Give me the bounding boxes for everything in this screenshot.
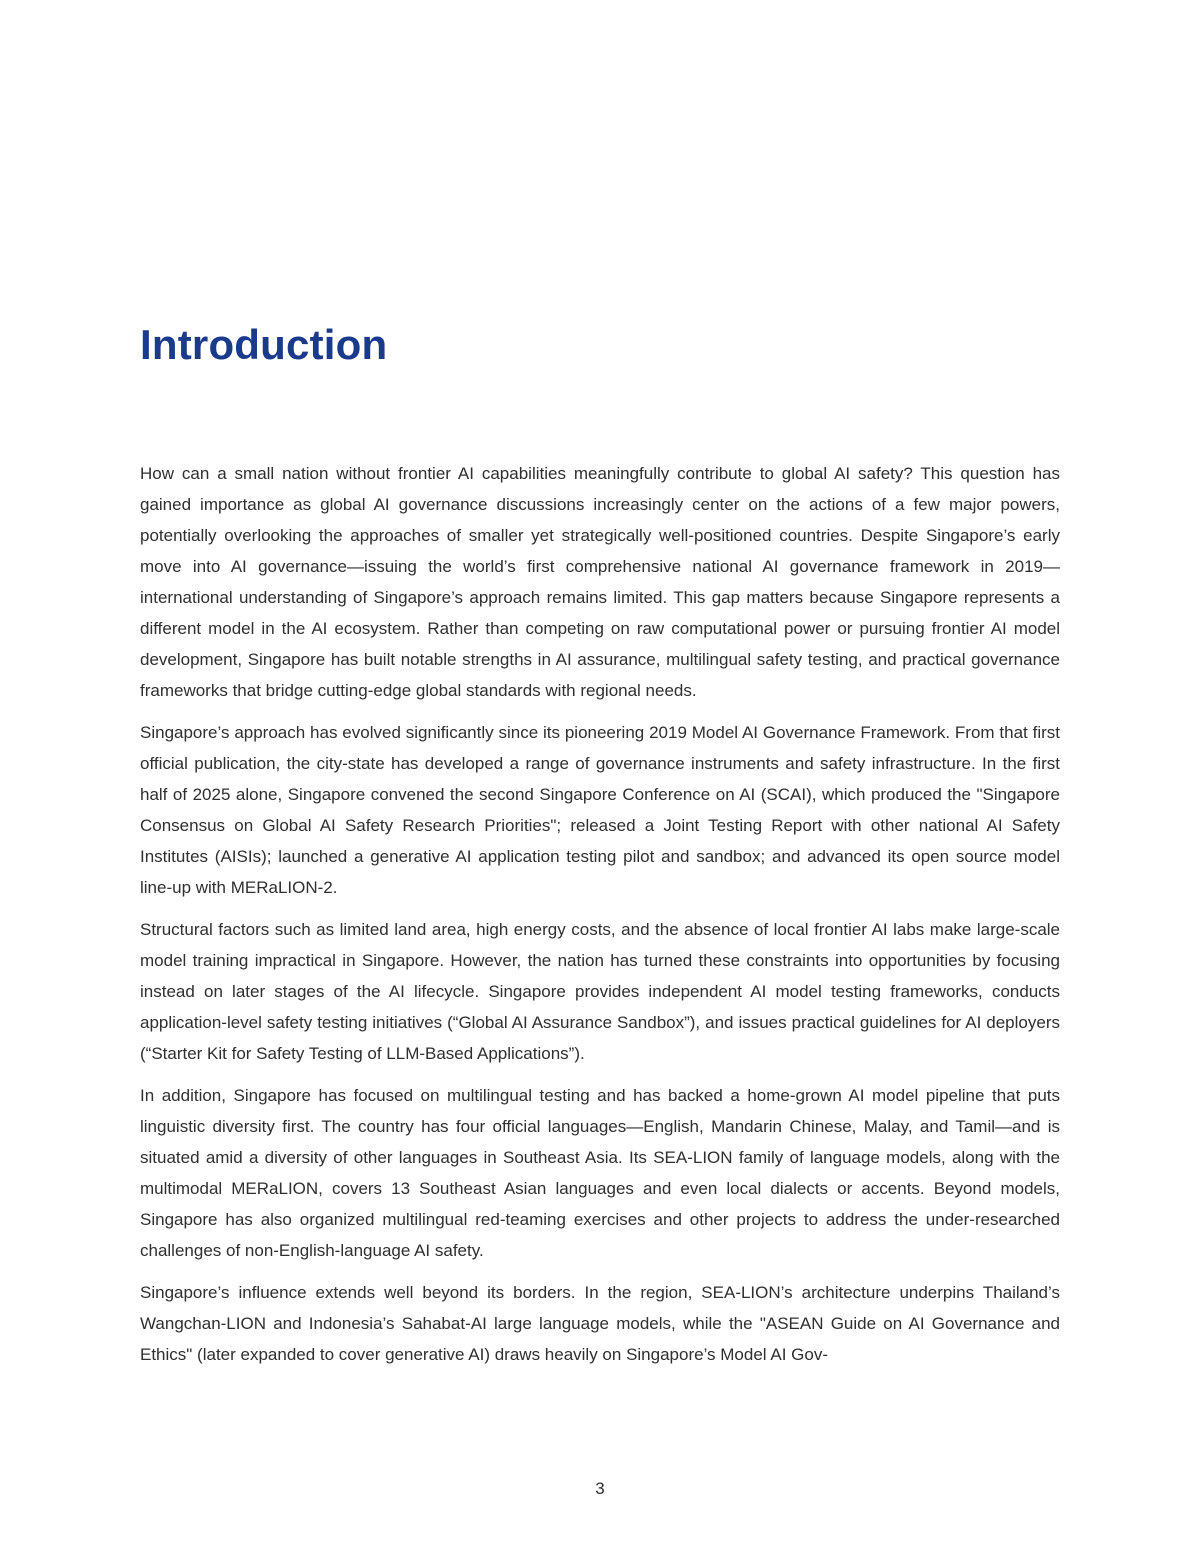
body-text [140, 458, 1060, 1370]
page-footer [0, 1479, 1200, 1499]
paragraph-5: Singapore’s influence extends well beyond its borders. In the region, SEA-LION’s architecture underpins Thailand’s Wangchan-LION and Indonesia’s Sahabat-AI large language models, while the "ASEAN Guide on AI Governance and Ethics" (later expanded to cover generative AI) draws heavily on Singapore’s Model AI Gov- [140, 1283, 1060, 1364]
section-heading: Introduction [140, 321, 388, 368]
page-number: 3 [595, 1479, 605, 1498]
paragraph-4: In addition, Singapore has focused on multilingual testing and has backed a home-grown AI model pipeline that puts linguistic diversity first. The country has four official languages—English, Mandarin Chinese, Malay, and Tamil—and is situated amid a diversity of other languages in Southeast Asia. Its SEA-LION family of language models, along with the multimodal MERaLION, covers 13 Southeast Asian languages and even local dialects or accents. Beyond models, Singapore has also organized multilingual red-teaming exercises and other projects to address the under-researched challenges of non-English-language AI safety. [140, 1086, 1060, 1260]
page-content [140, 0, 1060, 1381]
paragraph-2: Singapore’s approach has evolved significantly since its pioneering 2019 Model AI Governance Framework. From that first official publication, the city-state has developed a range of governance instruments and safety infrastructure. In the first half of 2025 alone, Singapore convened the second Singapore Conference on AI (SCAI), which produced the "Singapore Consensus on Global AI Safety Research Priorities"; released a Joint Testing Report with other national AI Safety Institutes (AISIs); launched a generative AI application testing pilot and sandbox; and advanced its open source model line-up with MERaLION-2. [140, 723, 1060, 897]
paragraph-1: How can a small nation without frontier AI capabilities meaningfully contribute to global AI safety? This question has gained importance as global AI governance discussions increasingly center on the actions of a few major powers, potentially overlooking the approaches of smaller yet strategically well-positioned countries. Despite Singapore’s early move into AI governance—issuing the world’s first comprehensive national AI governance framework in 2019—international understanding of Singapore’s approach remains limited. This gap matters because Singapore represents a different model in the AI ecosystem. Rather than competing on raw computational power or pursuing frontier AI model development, Singapore has built notable strengths in AI assurance, multilingual safety testing, and practical governance frameworks that bridge cutting-edge global standards with regional needs. [140, 464, 1060, 700]
paragraph-3: Structural factors such as limited land area, high energy costs, and the absence of local frontier AI labs make large-scale model training impractical in Singapore. However, the nation has turned these constraints into opportunities by focusing instead on later stages of the AI lifecycle. Singapore provides independent AI model testing frameworks, conducts application-level safety testing initiatives (“Global AI Assurance Sandbox”), and issues practical guidelines for AI deployers (“Starter Kit for Safety Testing of LLM-Based Applications”). [140, 920, 1060, 1063]
